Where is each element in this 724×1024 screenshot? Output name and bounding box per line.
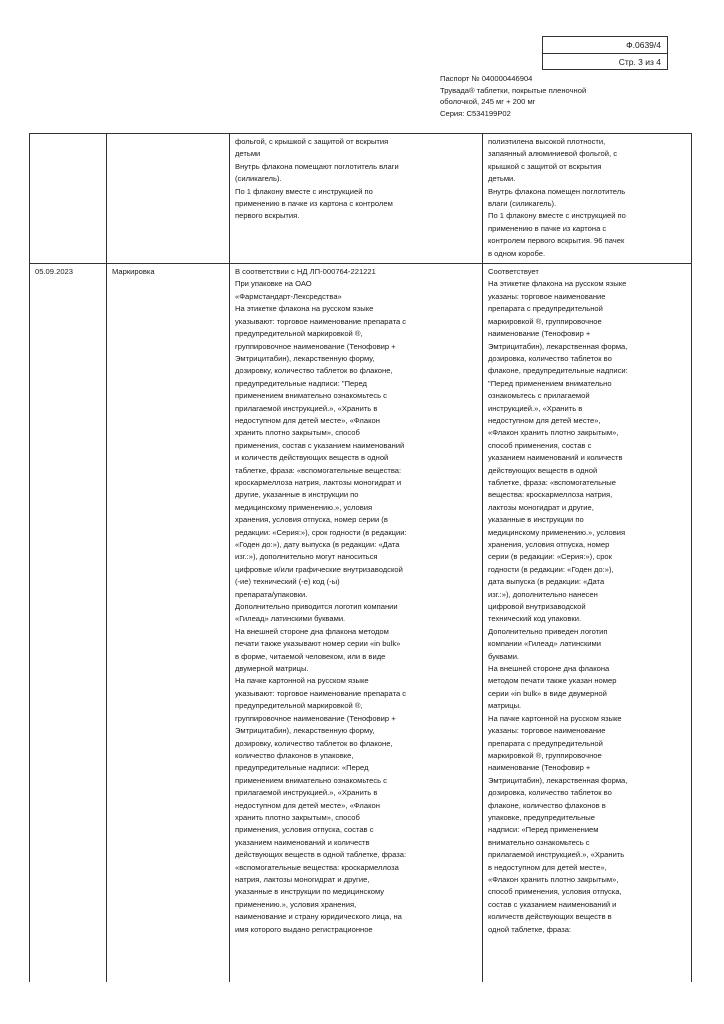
passport-number: Паспорт № 040000446904 bbox=[440, 74, 533, 83]
text-line: дозировку, количество таблеток во флаконе, bbox=[235, 366, 393, 376]
text-line: указывают: торговое наименование препарата с bbox=[235, 316, 407, 326]
date-cell: 05.09.2023 bbox=[30, 264, 107, 983]
text-line: На внешней стороне дна флакона bbox=[488, 664, 610, 674]
text-line: дозировку, количество таблеток во флаконе, bbox=[235, 738, 393, 748]
text-line: технический код упаковки. bbox=[488, 614, 582, 624]
text-line: указанием наименований и количеств bbox=[488, 453, 623, 463]
text-line: влаги (силикагель). bbox=[488, 199, 557, 209]
text-line: При упаковке на ОАО bbox=[235, 279, 312, 289]
form-code: Ф.0639/4 bbox=[626, 40, 661, 50]
text-line: По 1 флакону вместе с инструкцией по bbox=[235, 186, 373, 196]
text-line: указанные в инструкции по bbox=[488, 515, 584, 525]
text-line: группировочное наименование (Тенофовир + bbox=[235, 713, 396, 723]
page-number: Стр. 3 из 4 bbox=[543, 53, 667, 70]
text-line: В соответствии с НД ЛП-000764-221221 bbox=[235, 267, 376, 277]
text-line: наименование (Тенофовир + bbox=[488, 763, 591, 773]
result-text bbox=[488, 136, 686, 260]
text-line: применения, состав с указанием наименований bbox=[235, 440, 405, 450]
text-line: «Флакон хранить плотно закрытым», bbox=[488, 428, 619, 438]
text-line: серии (в редакции: «Серия:»), срок bbox=[488, 552, 612, 562]
text-line: предупредительной маркировкой ®, bbox=[235, 329, 363, 339]
requirement-cell bbox=[230, 134, 483, 264]
text-line: ознакомьтесь с прилагаемой bbox=[488, 391, 590, 401]
text-line: указаны: торговое наименование bbox=[488, 726, 606, 736]
text-line: прилагаемой инструкцией.», «Хранить в bbox=[235, 788, 378, 798]
text-line: (-ие) технический (-е) код (-ы) bbox=[235, 577, 340, 587]
text-line: лактозы моногидрат и другие, bbox=[488, 502, 594, 512]
text-line: фольгой, с крышкой с защитой от вскрытия bbox=[235, 137, 389, 146]
text-line: матрицы. bbox=[488, 701, 522, 711]
text-line: упаковке, предупредительные bbox=[488, 812, 595, 822]
requirement-text bbox=[235, 266, 477, 982]
text-line: хранить плотно закрытым», способ bbox=[235, 428, 360, 438]
product-name: Трувада® таблетки, покрытые пленочной bbox=[440, 85, 587, 95]
text-line: указывают: торговое наименование препарата с bbox=[235, 688, 407, 698]
text-line: количество флаконов в упаковке, bbox=[235, 750, 354, 760]
parameter-cell: Маркировка bbox=[107, 264, 230, 983]
text-line: другие, указанные в инструкции по bbox=[235, 490, 359, 500]
text-line: препарата с предупредительной bbox=[488, 738, 603, 748]
text-line: прилагаемой инструкцией.», «Хранить в bbox=[235, 403, 378, 413]
text-line: крышкой с защитой от вскрытия bbox=[488, 161, 602, 171]
text-line: предупредительные надписи: «Перед bbox=[235, 763, 369, 773]
text-line: хранения, условия отпуска, номер серии (в bbox=[235, 515, 388, 525]
text-line: препарата с предупредительной bbox=[488, 304, 603, 314]
text-line: запаянный алюминиевой фольгой, с bbox=[488, 149, 618, 159]
text-line: детьми. bbox=[488, 174, 516, 184]
text-line: одной таблетке, фраза: bbox=[488, 924, 572, 934]
text-line: На этикетке флакона на русском языке bbox=[235, 304, 374, 314]
requirement-text bbox=[235, 136, 477, 223]
text-line: кроскармеллоза натрия, лактозы моногидрат и bbox=[235, 477, 402, 487]
table-row bbox=[30, 134, 692, 264]
text-line: группировочное наименование (Тенофовир + bbox=[235, 341, 396, 351]
text-line: изг.:»), дополнительно нанесен bbox=[488, 589, 598, 599]
specification-table bbox=[29, 133, 692, 982]
text-line: медицинскому применению.», условия bbox=[488, 527, 626, 537]
text-line: и количеств действующих веществ в одной bbox=[235, 453, 389, 463]
text-line: наименование и страну юридического лица, на bbox=[235, 912, 402, 922]
text-line: применением внимательно ознакомьтесь с bbox=[235, 391, 387, 401]
text-line: способ применения, состав с bbox=[488, 440, 592, 450]
text-line: применением внимательно ознакомьтесь с bbox=[235, 775, 387, 785]
text-line: Эмтрицитабин), лекарственную форму, bbox=[235, 726, 375, 736]
form-code-box bbox=[542, 36, 668, 70]
text-line: Внутрь флакона помещают поглотитель влаги bbox=[235, 161, 399, 171]
text-line: указанием наименований и количеств bbox=[235, 837, 370, 847]
text-line: препарата/упаковки. bbox=[235, 589, 308, 599]
text-line: применения, условия отпуска, состав с bbox=[235, 825, 374, 835]
text-line: надписи: «Перед применением bbox=[488, 825, 599, 835]
text-line: внимательно ознакомьтесь с bbox=[488, 837, 590, 847]
text-line: недоступном для детей месте», bbox=[488, 415, 601, 425]
text-line: «Годен до:»), дату выпуска (в редакции: «Дата bbox=[235, 540, 400, 549]
text-line: изг.:»), дополнительно могут наноситься bbox=[235, 552, 378, 562]
text-line: Эмтрицитабин), лекарственная форма, bbox=[488, 341, 628, 351]
text-line: цифровой внутризаводской bbox=[488, 602, 586, 612]
result-cell bbox=[483, 134, 692, 264]
text-line: «Гилеад» латинскими буквами. bbox=[235, 614, 346, 624]
text-line: указанные в инструкции по медицинскому bbox=[235, 887, 385, 897]
text-line: печати также указывают номер серии «in bulk» bbox=[235, 639, 401, 649]
text-line: Соответствует bbox=[488, 267, 539, 277]
text-line: двумерной матрицы. bbox=[235, 664, 309, 674]
text-line: действующих веществ в одной bbox=[488, 465, 598, 475]
text-line: Эмтрицитабин), лекарственная форма, bbox=[488, 775, 628, 785]
text-line: флаконе, предупредительные надписи: bbox=[488, 366, 628, 376]
text-line: буквами. bbox=[488, 651, 520, 661]
text-line: указаны: торговое наименование bbox=[488, 291, 606, 301]
text-line: "Перед применением внимательно bbox=[488, 378, 612, 388]
text-line: хранения, условия отпуска, номер bbox=[488, 540, 610, 549]
text-line: маркировкой ®, группировочное bbox=[488, 316, 602, 326]
text-line: полиэтилена высокой плотности, bbox=[488, 137, 606, 146]
text-line: таблетке, фраза: «вспомогательные вещества: bbox=[235, 465, 402, 475]
text-line: На внешней стороне дна флакона методом bbox=[235, 626, 389, 636]
text-line: в недоступном для детей месте», bbox=[488, 862, 607, 872]
text-line: маркировкой ®, группировочное bbox=[488, 750, 602, 760]
text-line: флаконе, количество флаконов в bbox=[488, 800, 606, 810]
text-line: Внутрь флакона помещен поглотитель bbox=[488, 186, 626, 196]
date-cell bbox=[30, 134, 107, 264]
text-line: редакции: «Серия:»), срок годности (в редакции: bbox=[235, 527, 407, 537]
text-line: состав с указанием наименований и bbox=[488, 899, 617, 909]
text-line: дозировка, количество таблеток во bbox=[488, 353, 612, 363]
text-line: вещества: кроскармеллоза натрия, bbox=[488, 490, 613, 500]
text-line: дата выпуска (в редакции: «Дата bbox=[488, 577, 605, 587]
text-line: хранить плотно закрытым», способ bbox=[235, 812, 360, 822]
text-line: наименование (Тенофовир + bbox=[488, 329, 591, 339]
text-line: дозировка, количество таблеток во bbox=[488, 788, 612, 798]
text-line: «вспомогательные вещества: кроскармеллоза bbox=[235, 862, 399, 872]
text-line: компании «Гилеад» латинскими bbox=[488, 639, 601, 649]
text-line: в одном коробе. bbox=[488, 248, 546, 258]
text-line: Дополнительно приводится логотип компании bbox=[235, 602, 398, 612]
batch-number: Серия: С534199P02 bbox=[440, 109, 511, 119]
result-text bbox=[488, 266, 686, 982]
text-line: имя которого выдано регистрационное bbox=[235, 924, 373, 934]
text-line: годности (в редакции: «Годен до:»), bbox=[488, 564, 614, 574]
result-cell bbox=[483, 264, 692, 983]
text-line: прилагаемой инструкцией.», «Хранить bbox=[488, 850, 625, 860]
text-line: применению в пачке из картона с контролем bbox=[235, 199, 393, 209]
text-line: первого вскрытия. bbox=[235, 211, 300, 221]
text-line: На этикетке флакона на русском языке bbox=[488, 279, 627, 289]
text-line: цифровые и/или графические внутризаводской bbox=[235, 564, 403, 574]
product-form: оболочкой, 245 мг + 200 мг bbox=[440, 97, 536, 107]
text-line: серии «in bulk» в виде двумерной bbox=[488, 688, 607, 698]
requirement-cell bbox=[230, 264, 483, 983]
text-line: таблетке, фраза: «вспомогательные bbox=[488, 477, 616, 487]
text-line: Дополнительно приведен логотип bbox=[488, 626, 608, 636]
text-line: методом печати также указан номер bbox=[488, 676, 617, 686]
text-line: количеств действующих веществ в bbox=[488, 912, 612, 922]
text-line: применению.», условия хранения, bbox=[235, 899, 357, 909]
text-line: Эмтрицитабин), лекарственную форму, bbox=[235, 353, 375, 363]
text-line: «Флакон хранить плотно закрытым», bbox=[488, 874, 619, 884]
text-line: применению в пачке из картона с bbox=[488, 223, 607, 233]
text-line: предупредительные надписи: "Перед bbox=[235, 378, 367, 388]
text-line: (силикагель). bbox=[235, 174, 282, 184]
table-row bbox=[30, 264, 692, 983]
text-line: способ применения, условия отпуска, bbox=[488, 887, 622, 897]
text-line: На пачке картонной на русском языке bbox=[235, 676, 369, 686]
text-line: медицинскому применению.», условия bbox=[235, 502, 373, 512]
text-line: в форме, читаемой человеком, или в виде bbox=[235, 651, 386, 661]
passport-info bbox=[440, 73, 680, 120]
text-line: недоступном для детей месте», «Флакон bbox=[235, 800, 380, 810]
text-line: «Фармстандарт-Лексредства» bbox=[235, 291, 342, 301]
parameter-cell bbox=[107, 134, 230, 264]
text-line: детьми bbox=[235, 149, 261, 159]
text-line: На пачке картонной на русском языке bbox=[488, 713, 622, 723]
text-line: натрия, лактозы моногидрат и другие, bbox=[235, 874, 370, 884]
text-line: недоступном для детей месте», «Флакон bbox=[235, 415, 380, 425]
text-line: действующих веществ в одной таблетке, фраза: bbox=[235, 850, 407, 860]
text-line: контролем первого вскрытия. 96 пачек bbox=[488, 236, 625, 246]
text-line: предупредительной маркировкой ®, bbox=[235, 701, 363, 711]
text-line: По 1 флакону вместе с инструкцией по bbox=[488, 211, 626, 221]
text-line: инструкцией.», «Хранить в bbox=[488, 403, 583, 413]
